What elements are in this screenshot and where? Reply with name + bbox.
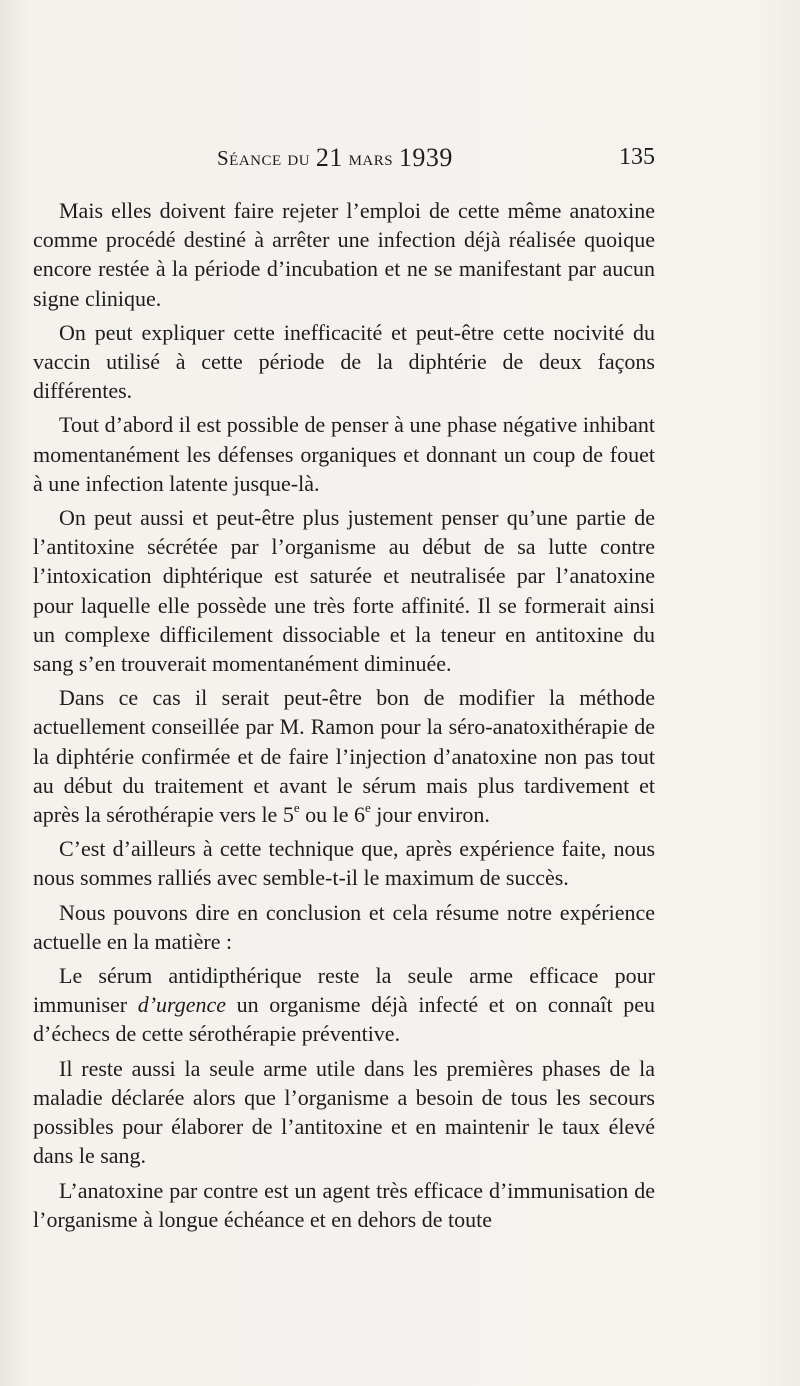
running-title-seance: Séance du [217, 146, 311, 170]
superscript-e-2: e [365, 799, 371, 815]
paragraph-5-text-c: jour environ. [370, 802, 490, 828]
paragraph-8 [33, 961, 655, 1049]
paragraph-3: Tout d’abord il est possible de penser à une phase négative inhibant momentanément les défenses organiques et donnant un coup de fouet à une infection latente jusque-là. [33, 412, 655, 496]
superscript-e-1: e [293, 799, 300, 815]
paragraph-6: C’est d’ailleurs à cette technique que, après expérience faite, nous nous sommes ralliés avec semble-t-il le maximum de succès. [33, 836, 655, 891]
running-title [217, 142, 453, 172]
page-number: 135 [619, 144, 655, 170]
body-text [33, 196, 655, 1234]
paragraph-8-text-b: un organisme déjà infecté et on connaît peu d’échecs de cette sérothérapie préventive. [33, 992, 655, 1047]
paragraph-4: On peut aussi et peut-être plus justement penser qu’une partie de l’antitoxine sécrétée par l’organisme au début de sa lutte contre l’intoxication diphtérique est saturée et neutralisée par l’anatoxine pour laquelle elle possède une très forte affinité. Il se formerait ainsi un complexe difficilement dissociable et la teneur en antitoxine du sang s’en trouverait momentanément diminuée. [33, 505, 655, 677]
paragraph-9: Il reste aussi la seule arme utile dans les premières phases de la maladie déclarée alors que l’organisme a besoin de tous les secours possibles pour élaborer de l’antitoxine et en maintenir le taux élevé dans le sang. [33, 1055, 655, 1169]
italic-durgence: d’urgence [137, 992, 227, 1018]
paragraph-5-text-a: Dans ce cas il serait peut-être bon de modifier la méthode actuellement conseillée par M. Ramon pour la séro-anatoxithérapie de la diphtérie confirmée et de faire l’injection d’anatoxine non pas tout au début du traitement et avant le sérum mais plus tardivement et après la sérothérapie vers le 5 [33, 685, 655, 828]
running-title-month: mars [348, 146, 394, 170]
paragraph-5-text-b: ou le 6 [299, 802, 365, 828]
running-title-year: 1939 [398, 143, 453, 172]
paragraph-8-text-a: Le sérum antidipthérique reste la seule arme efficace pour immuniser [33, 963, 655, 1018]
paragraph-1: Mais elles doivent faire rejeter l’emploi de cette même anatoxine comme procédé destiné à arrêter une infection déjà réalisée quoique encore restée à la période d’incubation et ne se manifestant par aucun signe clinique. [33, 198, 655, 311]
paragraph-5 [33, 683, 655, 829]
paragraph-7: Nous pouvons dire en conclusion et cela résume notre expérience actuelle en la matière : [33, 899, 655, 954]
paragraph-2: On peut expliquer cette inefficacité et peut-être cette nocivité du vaccin utilisé à cette période de la diphtérie de deux façons différentes. [33, 319, 655, 404]
running-title-day: 21 [315, 143, 343, 172]
running-head [33, 142, 655, 178]
paragraph-10: L’anatoxine par contre est un agent très efficace d’immunisation de l’organisme à longue échéance et en dehors de toute [33, 1177, 655, 1232]
